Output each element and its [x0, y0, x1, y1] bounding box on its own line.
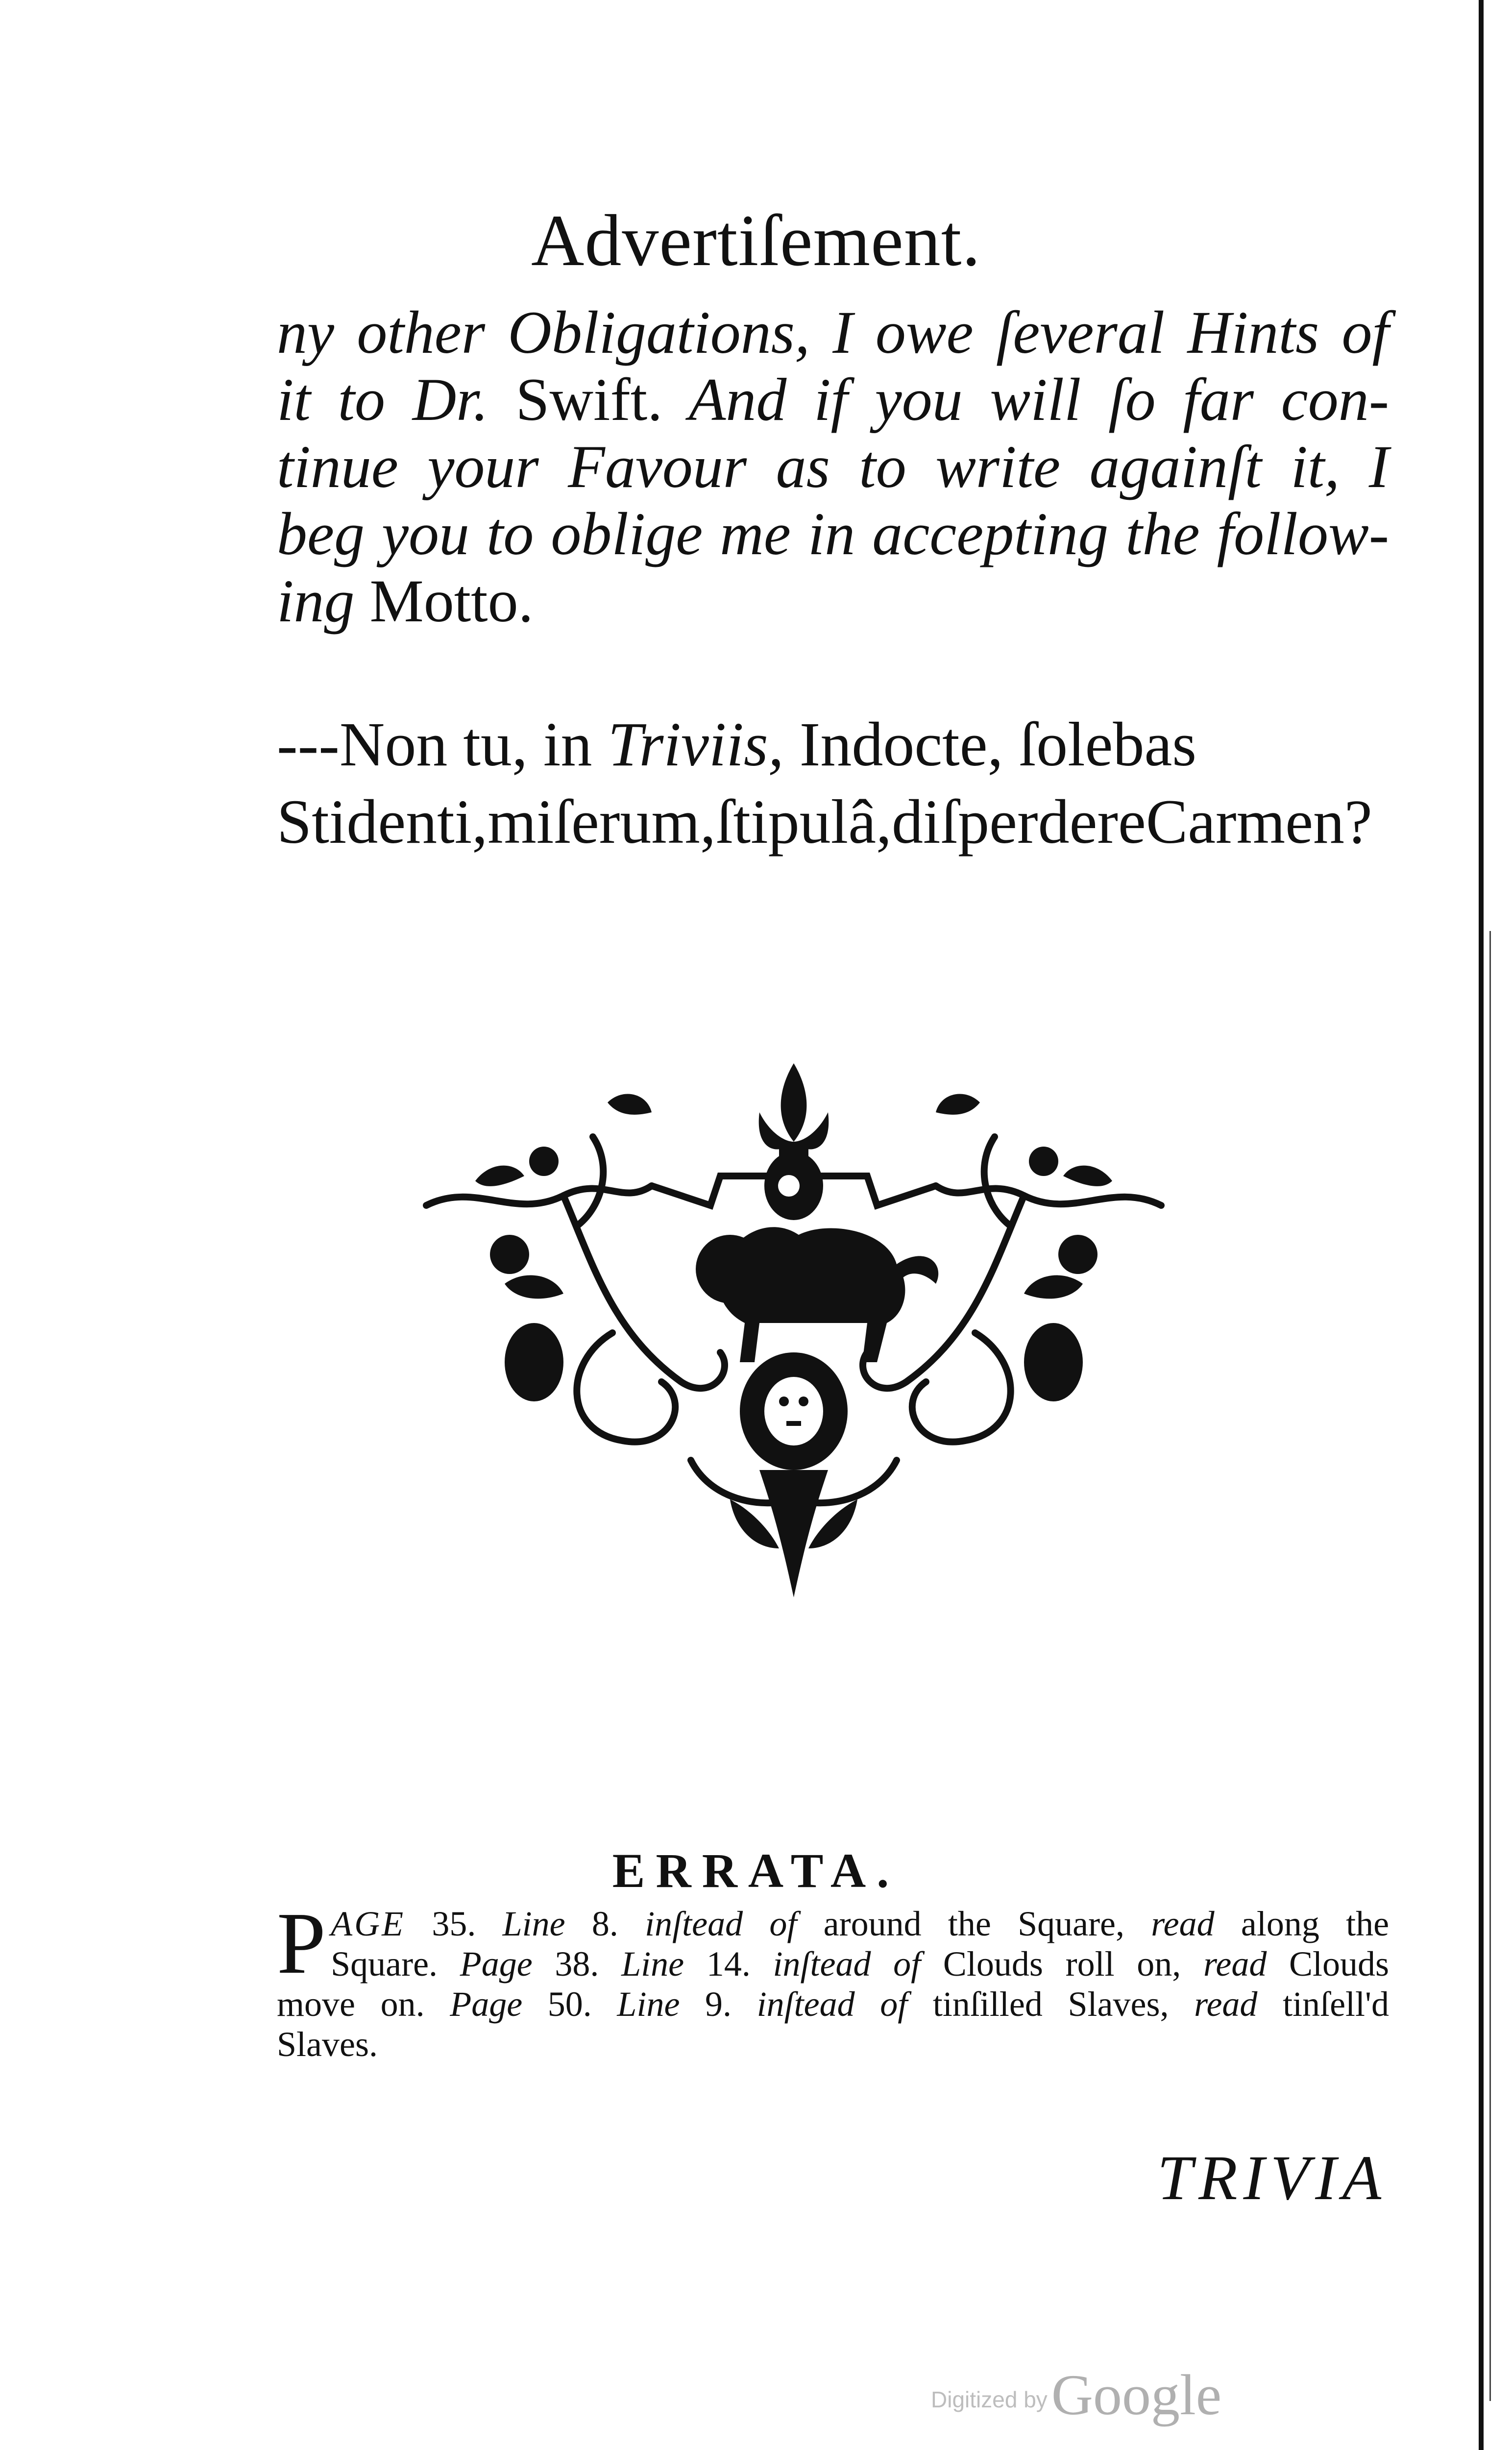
watermark-prefix: Digitized by — [931, 2387, 1048, 2412]
text-line-2: it to Dr. Swift. And if you will ſo far con- — [277, 366, 1390, 433]
errata-title: ERRATA. — [612, 1843, 900, 1898]
page-edge-rule-secondary — [1489, 931, 1491, 2401]
page-edge-rule — [1479, 0, 1484, 2450]
google-logo: Google — [1051, 2363, 1222, 2427]
errata-line-4: Slaves. — [277, 2025, 378, 2064]
motto-line-2: Stidenti,miſerum,ſtipulâ,diſperdereCarmen? — [277, 787, 1372, 857]
errata-line-1: AGE 35. Line 8. inſtead of around the Square, read along the — [331, 1904, 1390, 1943]
catchword: TRIVIA — [1157, 2143, 1387, 2213]
digitized-watermark — [931, 2362, 1221, 2428]
motto-line-1: ---Non tu, in Triviis, Indocte, ſolebas — [277, 710, 1197, 779]
text-line-5: ing Motto. — [277, 567, 534, 635]
page-heading: Advertiſement. — [531, 200, 981, 281]
latin-motto — [277, 706, 1389, 860]
errata-text — [277, 1894, 1390, 2064]
decorative-vignette-icon — [416, 1058, 1171, 1602]
advertisement-text — [277, 299, 1389, 635]
errata-line-2: Square. Page 38. Line 14. inſtead of Clouds roll on, read Clouds — [331, 1944, 1390, 1984]
text-line-1: ny other Obligations, I owe ſeveral Hints of — [277, 299, 1389, 366]
text-line-4: beg you to oblige me in accepting the follow- — [277, 500, 1389, 567]
text-line-3: tinue your Favour as to write againſt it, I — [277, 433, 1389, 500]
errata-line-3: move on. Page 50. Line 9. inſtead of tinſilled Slaves, read tinſell'd — [277, 1984, 1390, 2024]
errata-drop-cap: P — [277, 1894, 326, 1992]
